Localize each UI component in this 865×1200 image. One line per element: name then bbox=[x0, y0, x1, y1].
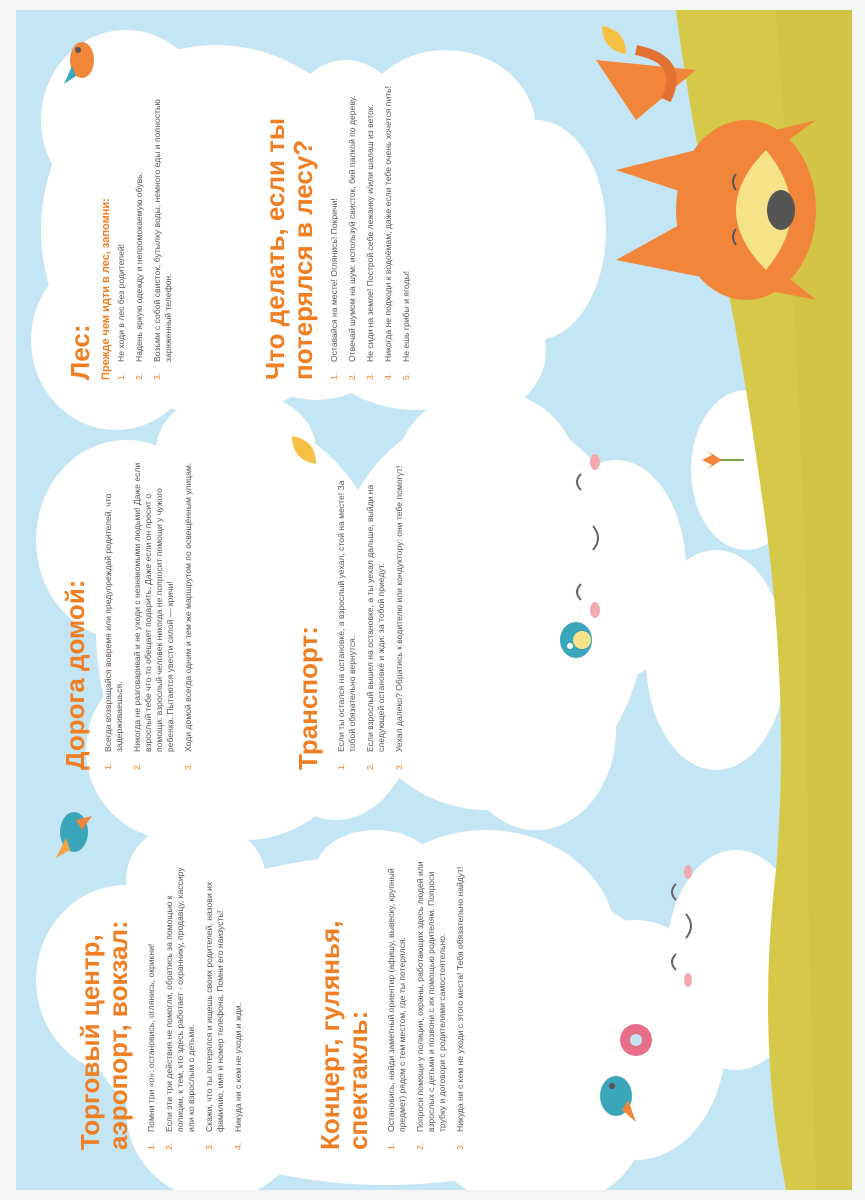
list-concert bbox=[386, 860, 466, 1150]
item-text: Уехал далеко? Обратись к водителю или кондуктору: они тебе помогут! bbox=[394, 465, 405, 752]
item-number: 4. bbox=[233, 1142, 244, 1150]
item-text: Отвечай шумом на шум: используй свисток, бей палкой по дереву. bbox=[347, 95, 358, 362]
heading-transport: Транспорт: bbox=[293, 626, 323, 770]
list-item bbox=[455, 860, 466, 1150]
item-text: Всегда возвращайся вовремя или предупреждай родителей, что задерживаешься. bbox=[103, 493, 125, 752]
list-transport bbox=[336, 460, 405, 770]
list-item bbox=[401, 60, 412, 380]
cloud-face-left bbox=[636, 840, 716, 1000]
panel-home bbox=[61, 460, 201, 770]
poster-content bbox=[16, 10, 852, 1190]
item-text: Возьми с собой свисток, бутылку воды, немного еды и полностью заряженный телефон. bbox=[152, 99, 174, 362]
item-text: Не ходи в лес без родителей! bbox=[116, 243, 127, 362]
panel-lost bbox=[261, 60, 419, 380]
item-text: Оставайся на месте! Оглянись! Покричи! bbox=[329, 198, 340, 362]
item-number: 3. bbox=[204, 1142, 215, 1150]
item-text: Не сиди на земле! Построй себе лежанку и/или шалаш из веток. bbox=[365, 104, 376, 362]
heading-mall: Торговый центр, аэропорт, вокзал: bbox=[75, 920, 134, 1150]
list-item bbox=[132, 460, 176, 770]
list-home bbox=[103, 460, 194, 770]
list-item bbox=[386, 860, 408, 1150]
list-item bbox=[103, 460, 125, 770]
item-number: 2. bbox=[415, 1142, 426, 1150]
item-number: 1. bbox=[146, 1142, 157, 1150]
list-item bbox=[336, 460, 358, 770]
fox-illustration bbox=[576, 40, 826, 320]
list-item bbox=[164, 860, 197, 1150]
item-text: Никуда ни с кем не уходи и жди. bbox=[233, 1003, 244, 1132]
item-number: 1. bbox=[329, 372, 340, 380]
item-text: Скажи, что ты потерялся и ищешь своих родителей, назови их фамилию, имя и номер телефона. Помни его наизусть! bbox=[204, 881, 226, 1132]
list-item bbox=[365, 460, 387, 770]
item-text: Никогда не разговаривай и не уходи с незнакомыми людьми! Даже если взрослый тебе что-то обещает подарить. Даже если он просит о помощи: взрослый человек никогда не попросит помощи у чужого ребенка. Пытаются увести силой — кричи! bbox=[132, 462, 176, 752]
item-number: 2. bbox=[164, 1142, 175, 1150]
panel-mall bbox=[76, 860, 251, 1150]
heading-home: Дорога домой: bbox=[60, 579, 90, 770]
item-number: 2. bbox=[365, 762, 376, 770]
list-item bbox=[415, 860, 448, 1150]
list-item bbox=[204, 860, 226, 1150]
list-item bbox=[146, 860, 157, 1150]
donut-icon bbox=[616, 1020, 656, 1060]
panel-concert bbox=[316, 860, 473, 1150]
list-item bbox=[183, 460, 194, 770]
item-text: Помни три «о»: остановись, оглянись, окрикни! bbox=[146, 943, 157, 1132]
item-text: Никуда ни с кем не уходи с этого места! Тебя обязательно найдут! bbox=[455, 866, 466, 1132]
list-item bbox=[365, 60, 376, 380]
heading-concert: Концерт, гулянья, спектакль: bbox=[315, 920, 374, 1150]
heading-lost: Что делать, если ты потерялся в лесу? bbox=[260, 117, 319, 380]
flower-icon bbox=[686, 430, 746, 490]
item-text: Если взрослый вышел на остановке, а ты уехал дальше, выйди на следующей остановке и жди: за тобой приедут. bbox=[365, 484, 387, 752]
list-item bbox=[383, 60, 394, 380]
item-number: 3. bbox=[455, 1142, 466, 1150]
item-text: Никогда не подходи к водоёмам, даже если тебе очень хочется пить! bbox=[383, 85, 394, 362]
item-text: Если эти три действия не помогли, обратись за помощью к полиции, к тем, кто здесь работает - охраннику, продавцу, кассиру или ко взрослым с детьми. bbox=[164, 867, 197, 1132]
forest-intro: Прежде чем идти в лес, запомни: bbox=[100, 198, 113, 380]
item-number: 2. bbox=[132, 762, 143, 770]
leaf-icon bbox=[596, 20, 636, 60]
list-item bbox=[116, 60, 127, 380]
list-mall bbox=[146, 860, 244, 1150]
list-lost bbox=[329, 60, 412, 380]
list-item bbox=[134, 60, 145, 380]
list-forest bbox=[116, 60, 174, 380]
item-number: 1. bbox=[103, 762, 114, 770]
item-number: 3. bbox=[183, 762, 194, 770]
list-item bbox=[329, 60, 340, 380]
poster-sheet bbox=[16, 10, 852, 1190]
list-item bbox=[394, 460, 405, 770]
list-item bbox=[152, 60, 174, 380]
panel-transport bbox=[294, 460, 412, 770]
list-item bbox=[347, 60, 358, 380]
cloud-face-middle bbox=[541, 430, 631, 630]
item-text: Надень яркую одежду и непромокаемую обувь. bbox=[134, 171, 145, 362]
item-number: 1. bbox=[386, 1142, 397, 1150]
item-number: 3. bbox=[394, 762, 405, 770]
item-text: Остановись, найди заметный ориентир (афишу, вывеску, крупный предмет) рядом с тем местом, где ты потерялся. bbox=[386, 868, 408, 1132]
item-number: 1. bbox=[116, 372, 127, 380]
bird-icon bbox=[46, 800, 96, 860]
item-number: 1. bbox=[336, 762, 347, 770]
item-number: 2. bbox=[134, 372, 145, 380]
heading-forest: Лес: bbox=[65, 324, 95, 380]
item-text: Не ешь грибы и ягоды! bbox=[401, 270, 412, 362]
item-text: Ходи домой всегда одним и тем же маршрутом по освещённым улицам. bbox=[183, 462, 194, 752]
item-text: Попроси помощи у полиции, охраны, работающих здесь людей или взрослых с детьми и позвони с их помощью родителям. Попроси трубку и договори с родителями самостоятельно. bbox=[415, 861, 448, 1132]
bird-icon bbox=[546, 610, 606, 670]
item-text: Если ты остался на остановке, а взрослый уехал, стой на месте! За тобой обязательно вернутся. bbox=[336, 480, 358, 752]
list-item bbox=[233, 860, 244, 1150]
item-number: 3. bbox=[152, 372, 163, 380]
panel-forest bbox=[66, 60, 181, 380]
bird-icon bbox=[586, 1060, 646, 1130]
item-number: 2. bbox=[347, 372, 358, 380]
item-number: 3. bbox=[365, 372, 376, 380]
item-number: 4. bbox=[383, 372, 394, 380]
item-number: 5. bbox=[401, 372, 412, 380]
